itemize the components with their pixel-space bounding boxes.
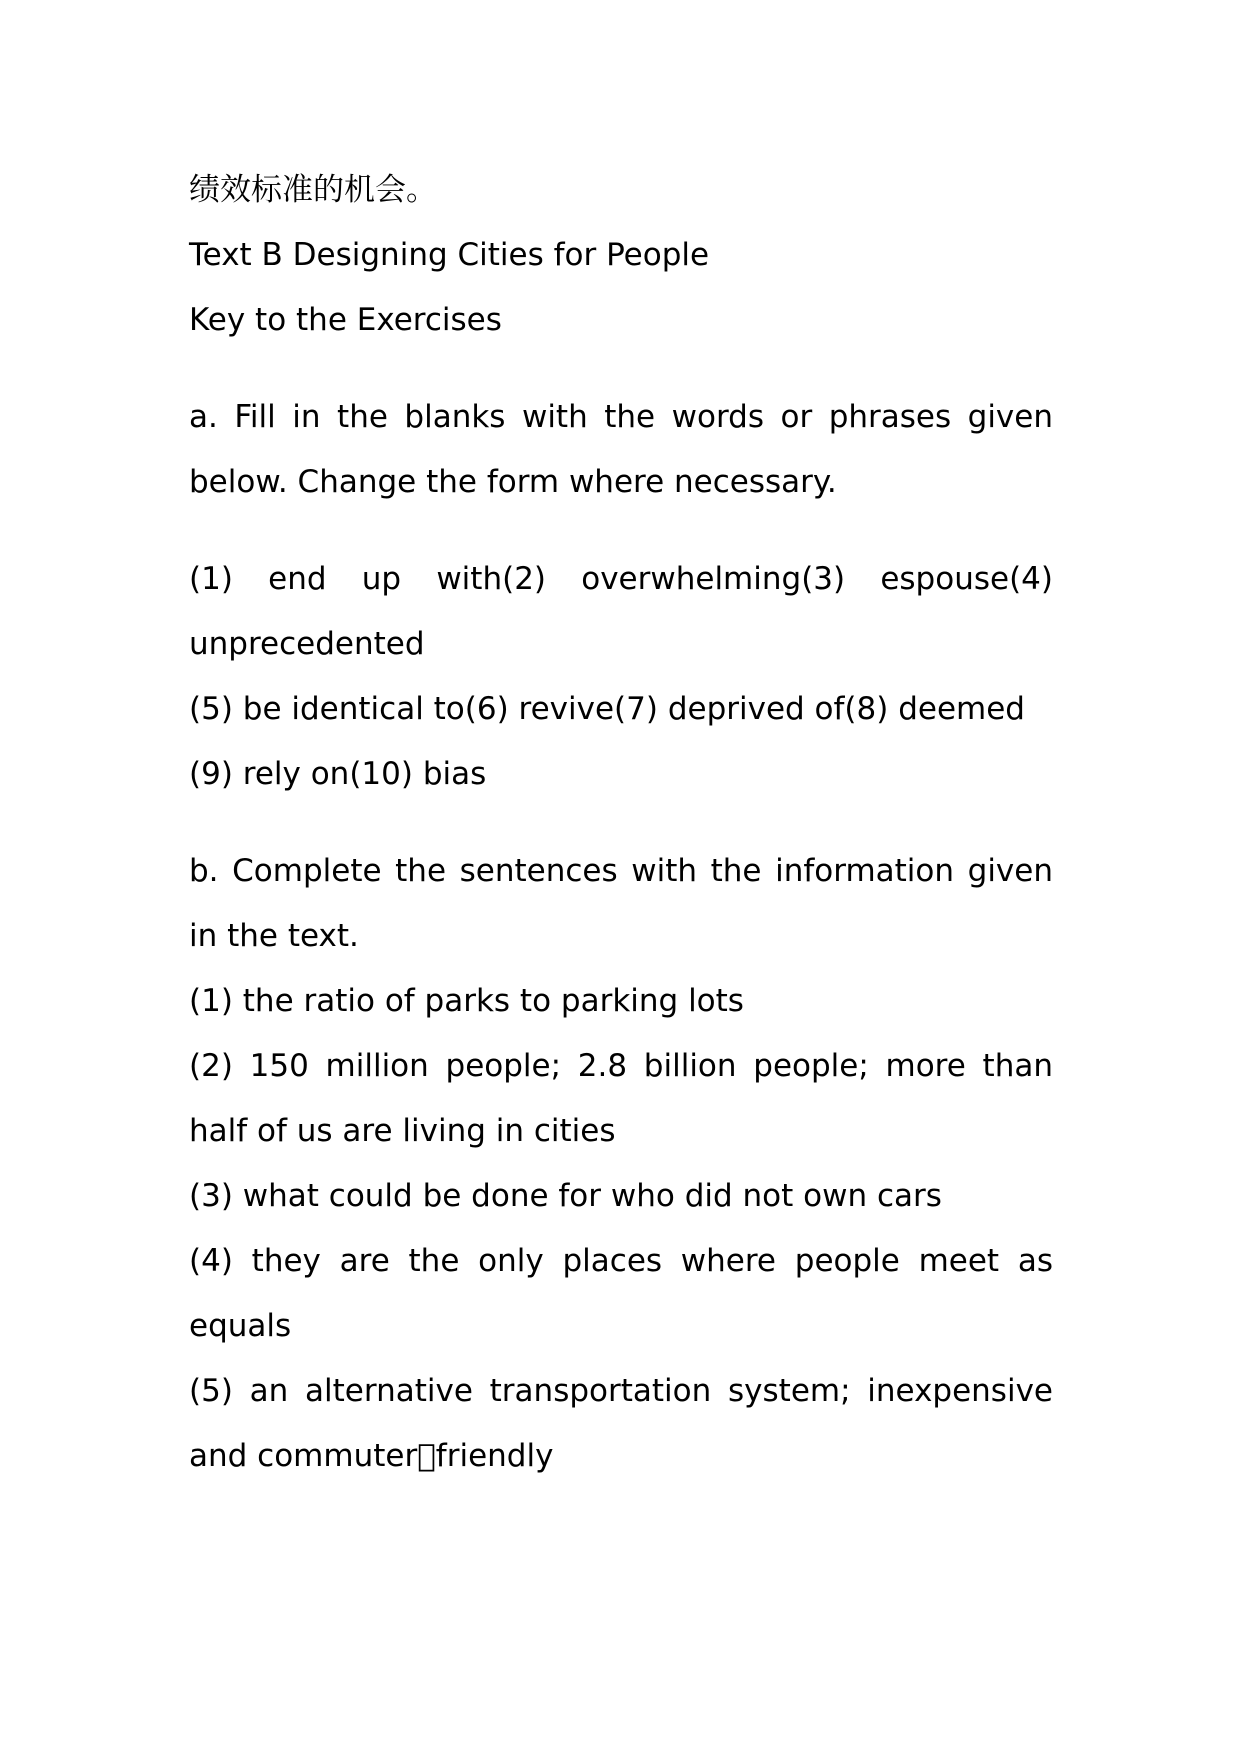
section-b-instruction-line: in the text. (189, 918, 359, 954)
section-b-item: (5) an alternative transportation system; inexpensive (189, 1373, 1053, 1409)
section-a-answer-line: unprecedented (189, 626, 425, 662)
section-a-answer-line: (1) end up with(2) overwhelming(3) espouse(4) (189, 561, 1053, 597)
section-a-instruction-line: below. Change the form where necessary. (189, 464, 837, 500)
continuation-text: 绩效标准的机会。 (189, 172, 437, 208)
section-b-instruction-line: b. Complete the sentences with the information given (189, 853, 1053, 889)
section-b-item: (3) what could be done for who did not own cars (189, 1178, 942, 1214)
section-a-answers (189, 547, 1053, 807)
section-b-item-continuation: and commuter friendly (189, 1438, 545, 1474)
section-a-answer-line: (9) rely on(10) bias (189, 756, 487, 792)
section-a-instruction-line: a. Fill in the blanks with the words or phrases given (189, 399, 1053, 435)
section-b-item: (1) the ratio of parks to parking lots (189, 983, 744, 1019)
section-b-item-continuation: equals (189, 1308, 292, 1344)
section-b-item: (4) they are the only places where people meet as (189, 1243, 1053, 1279)
section-a-answer-line: (5) be identical to(6) revive(7) deprived of(8) deemed (189, 691, 1025, 727)
section-b-item: (2) 150 million people; 2.8 billion people; more than (189, 1048, 1053, 1084)
text-title: Text B Designing Cities for People (189, 237, 710, 273)
section-b (189, 839, 1053, 1489)
section-a-instruction (189, 385, 1053, 515)
document-body (189, 158, 1053, 1489)
key-heading: Key to the Exercises (189, 302, 502, 338)
section-b-item-continuation: half of us are living in cities (189, 1113, 616, 1149)
